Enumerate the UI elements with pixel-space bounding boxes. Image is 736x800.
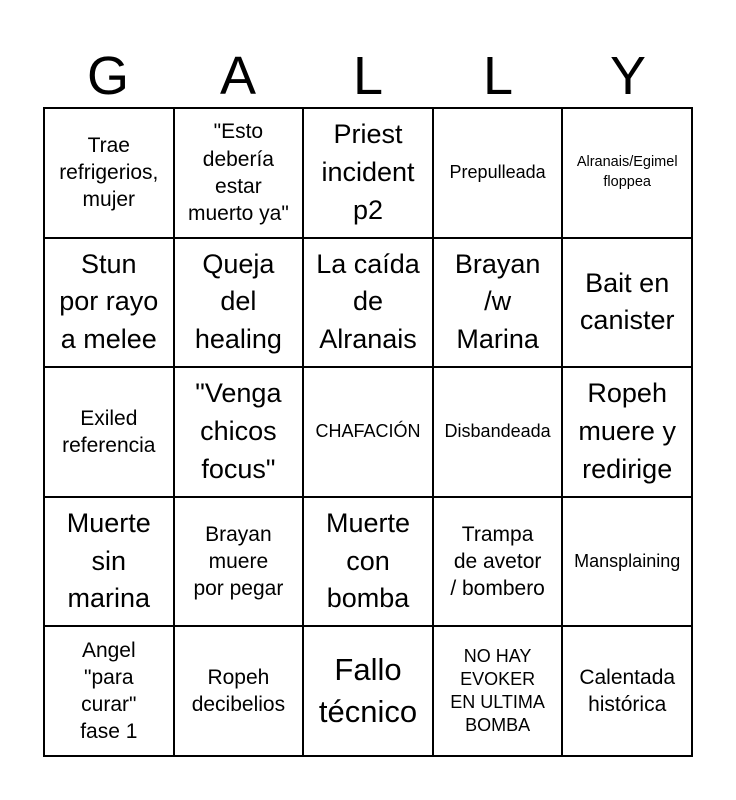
bingo-cell[interactable] [562,626,692,756]
bingo-cell[interactable] [303,626,433,756]
bingo-cell[interactable] [433,367,563,497]
cell-text: Ropeh muere y redirige [578,378,676,484]
cell-text: Disbandeada [444,421,551,442]
bingo-cell[interactable] [433,108,563,238]
bingo-cell[interactable] [562,238,692,368]
bingo-cell[interactable] [44,108,174,238]
bingo-cell[interactable] [433,238,563,368]
header-letter-a: A [219,46,257,106]
cell-text: CHAFACIÓN [315,421,421,442]
cell-text: Queja del healing [194,248,282,355]
cell-text: Stun por rayo a melee [59,248,159,355]
bingo-cell[interactable] [433,497,563,627]
header-letter-y: Y [609,46,647,106]
bingo-cell[interactable] [44,497,174,627]
bingo-cell[interactable] [44,367,174,497]
cell-text: Muerte con bomba [325,507,411,614]
bingo-board [43,107,693,757]
bingo-header [43,44,693,108]
bingo-cell[interactable] [174,108,304,238]
bingo-cell[interactable] [562,497,692,627]
cell-text: Trampa de avetor / bombero [450,522,545,601]
cell-text: Alranais/Egimel floppea [576,154,678,190]
cell-text: Priest incident p2 [321,119,415,225]
cell-text: NO HAY EVOKER EN ULTIMA BOMBA [450,646,545,736]
cell-text: Angel "para curar" fase 1 [80,638,138,744]
header-letter-g: G [86,46,129,106]
cell-text: Exiled referencia [62,406,156,457]
bingo-cell[interactable] [433,626,563,756]
cell-text: Ropeh decibelios [191,665,286,717]
cell-text: Muerte sin marina [66,507,151,614]
bingo-cell[interactable] [303,497,433,627]
cell-text: Prepulleada [449,162,546,183]
bingo-cell[interactable] [174,367,304,497]
cell-text: Bait en canister [579,267,675,336]
cell-text: "Venga chicos focus" [195,378,282,484]
cell-text: Brayan muere por pegar [193,522,284,601]
bingo-cell[interactable] [174,626,304,756]
bingo-cell-free[interactable] [303,367,433,497]
bingo-cell[interactable] [174,497,304,627]
bingo-cell[interactable] [303,238,433,368]
header-letter-l-2: L [482,46,514,106]
cell-text: Trae refrigerios, mujer [59,133,159,212]
cell-text: "Esto debería estar muerto ya" [187,120,289,226]
cell-text: Fallo técnico [318,652,418,730]
cell-text: Brayan /w Marina [454,248,541,355]
bingo-cell[interactable] [44,626,174,756]
bingo-cell[interactable] [303,108,433,238]
cell-text: La caída de Alranais [316,248,420,355]
header-letter-l: L [352,46,384,106]
cell-text: Mansplaining [574,551,681,572]
bingo-cell[interactable] [44,238,174,368]
bingo-cell[interactable] [174,238,304,368]
cell-text: Calentada histórica [579,665,676,717]
bingo-cell[interactable] [562,367,692,497]
bingo-cell[interactable] [562,108,692,238]
